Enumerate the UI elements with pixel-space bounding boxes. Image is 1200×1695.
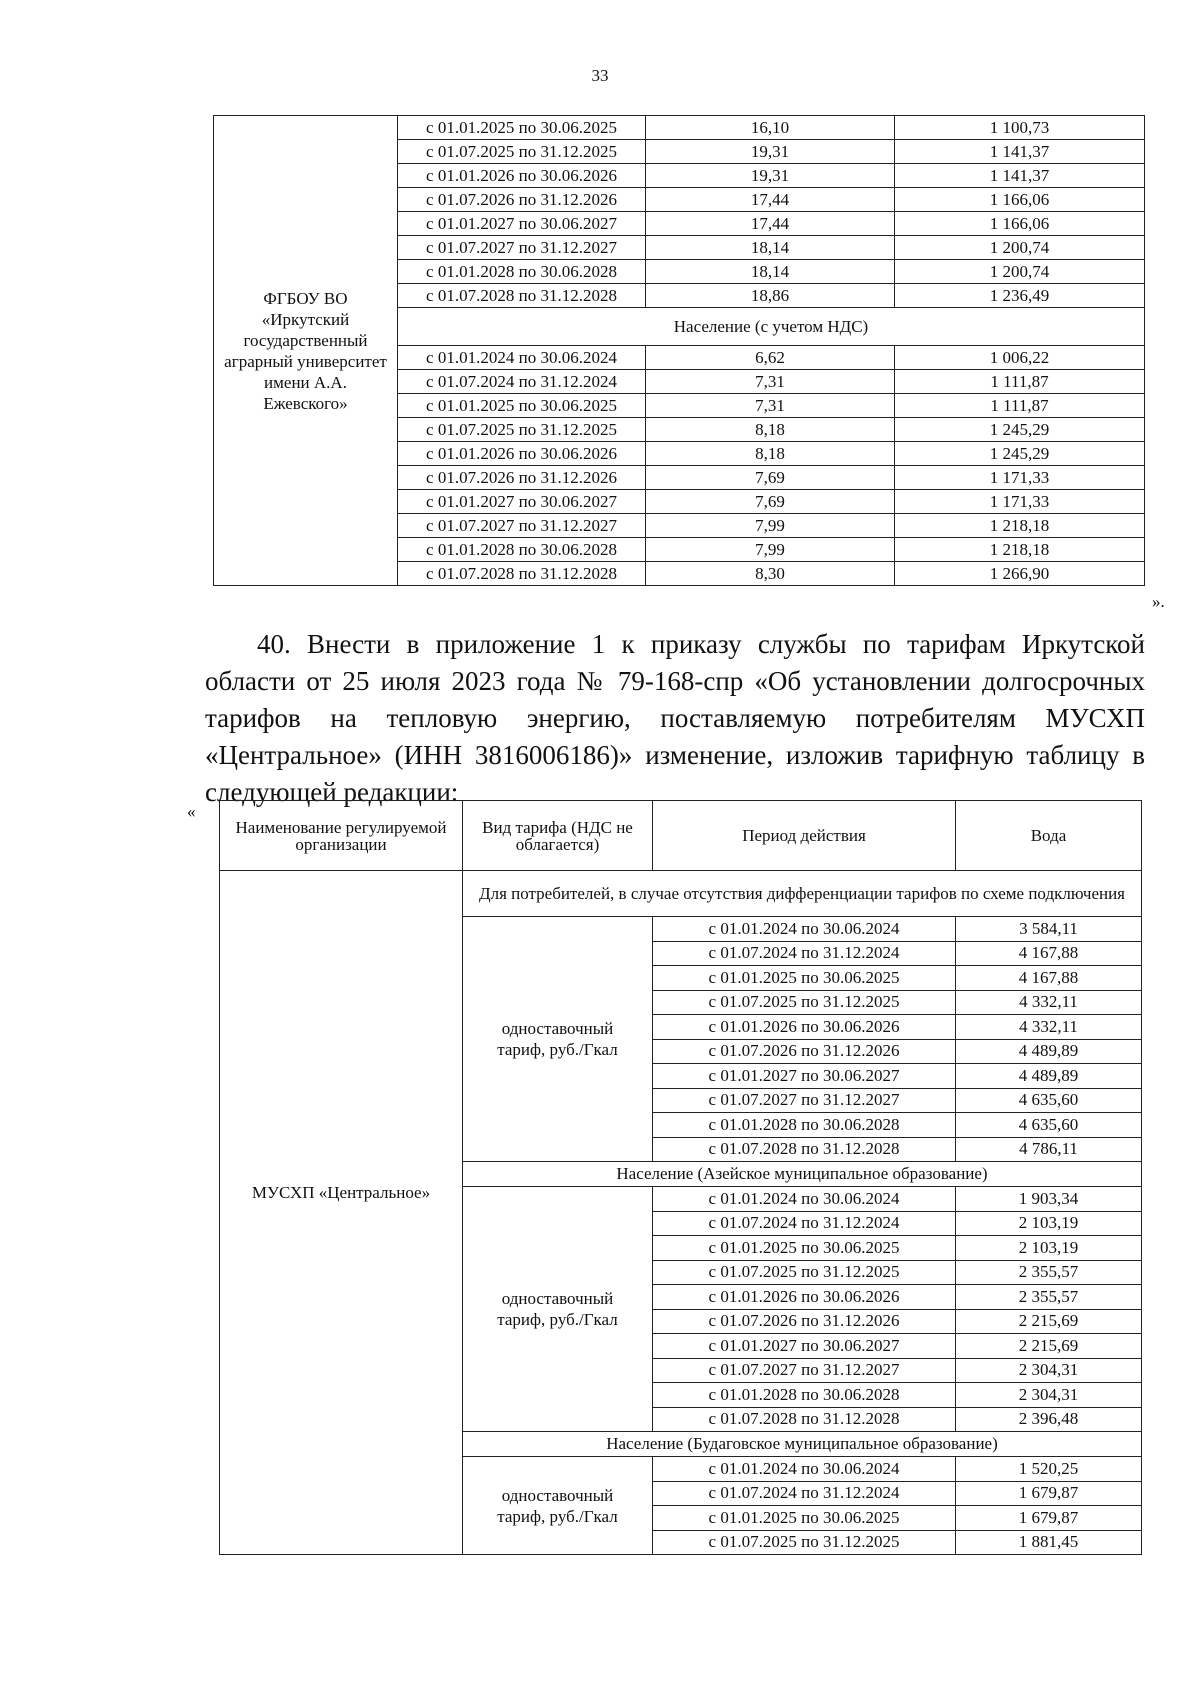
period-cell: с 01.07.2025 по 31.12.2025 — [398, 418, 646, 442]
value-cell: 3 584,11 — [956, 917, 1142, 942]
value-cell: 19,31 — [646, 164, 895, 188]
period-cell: с 01.07.2027 по 31.12.2027 — [653, 1358, 956, 1383]
period-cell: с 01.01.2024 по 30.06.2024 — [653, 1457, 956, 1482]
period-cell: с 01.07.2028 по 31.12.2028 — [653, 1137, 956, 1162]
period-cell: с 01.07.2025 по 31.12.2025 — [653, 1530, 956, 1555]
value-cell: 1 100,73 — [895, 116, 1145, 140]
period-cell: с 01.01.2026 по 30.06.2026 — [398, 164, 646, 188]
value-cell: 2 103,19 — [956, 1211, 1142, 1236]
tariff-type-cell: одноставочный тариф, руб./Гкал — [463, 1187, 653, 1432]
value-cell: 4 332,11 — [956, 1015, 1142, 1040]
period-cell: с 01.01.2025 по 30.06.2025 — [653, 966, 956, 991]
value-cell: 4 635,60 — [956, 1088, 1142, 1113]
tariff-type-cell: одноставочный тариф, руб./Гкал — [463, 917, 653, 1162]
period-cell: с 01.01.2026 по 30.06.2026 — [398, 442, 646, 466]
value-cell: 18,14 — [646, 236, 895, 260]
value-cell: 4 489,89 — [956, 1064, 1142, 1089]
value-cell: 2 304,31 — [956, 1383, 1142, 1408]
period-cell: с 01.07.2028 по 31.12.2028 — [398, 562, 646, 586]
value-cell: 7,99 — [646, 514, 895, 538]
value-cell: 8,30 — [646, 562, 895, 586]
subheader-population: Население (с учетом НДС) — [398, 308, 1145, 346]
value-cell: 1 236,49 — [895, 284, 1145, 308]
value-cell: 7,69 — [646, 466, 895, 490]
value-cell: 1 266,90 — [895, 562, 1145, 586]
value-cell: 1 111,87 — [895, 370, 1145, 394]
value-cell: 4 635,60 — [956, 1113, 1142, 1138]
period-cell: с 01.01.2027 по 30.06.2027 — [398, 490, 646, 514]
value-cell: 1 245,29 — [895, 442, 1145, 466]
header-water: Вода — [956, 801, 1142, 871]
period-cell: с 01.07.2024 по 31.12.2024 — [653, 1211, 956, 1236]
header-org: Наименование регулируемой организации — [220, 801, 463, 871]
period-cell: с 01.07.2024 по 31.12.2024 — [653, 1481, 956, 1506]
value-cell: 7,31 — [646, 370, 895, 394]
value-cell: 2 103,19 — [956, 1236, 1142, 1261]
period-cell: с 01.07.2027 по 31.12.2027 — [653, 1088, 956, 1113]
value-cell: 1 200,74 — [895, 236, 1145, 260]
period-cell: с 01.01.2026 по 30.06.2026 — [653, 1285, 956, 1310]
period-cell: с 01.01.2027 по 30.06.2027 — [653, 1334, 956, 1359]
period-cell: с 01.07.2028 по 31.12.2028 — [398, 284, 646, 308]
value-cell: 1 200,74 — [895, 260, 1145, 284]
period-cell: с 01.07.2025 по 31.12.2025 — [653, 1260, 956, 1285]
period-cell: с 01.07.2024 по 31.12.2024 — [398, 370, 646, 394]
period-cell: с 01.07.2026 по 31.12.2026 — [653, 1309, 956, 1334]
period-cell: с 01.07.2026 по 31.12.2026 — [398, 188, 646, 212]
value-cell: 1 141,37 — [895, 164, 1145, 188]
period-cell: с 01.07.2026 по 31.12.2026 — [653, 1039, 956, 1064]
period-cell: с 01.01.2025 по 30.06.2025 — [398, 116, 646, 140]
period-cell: с 01.01.2027 по 30.06.2027 — [653, 1064, 956, 1089]
value-cell: 18,14 — [646, 260, 895, 284]
value-cell: 7,31 — [646, 394, 895, 418]
tariff-table-university — [213, 115, 1145, 586]
period-cell: с 01.07.2025 по 31.12.2025 — [398, 140, 646, 164]
value-cell: 1 218,18 — [895, 538, 1145, 562]
period-cell: с 01.01.2024 по 30.06.2024 — [653, 1187, 956, 1212]
header-period: Период действия — [653, 801, 956, 871]
value-cell: 8,18 — [646, 418, 895, 442]
period-cell: с 01.01.2025 по 30.06.2025 — [398, 394, 646, 418]
value-cell: 19,31 — [646, 140, 895, 164]
opening-quote: « — [187, 802, 196, 821]
page-number: 33 — [591, 66, 609, 85]
paragraph-40: 40. Внести в приложение 1 к приказу службы по тарифам Иркутской области от 25 июля 2023 года № 79-168-спр «Об установлении долгосрочных тарифов на тепловую энергию, поставляемую потребителям МУСХП «Центральное» (ИНН 3816006186)» изменение, изложив тарифную таблицу в следующей редакции: — [205, 629, 1145, 807]
value-cell: 1 171,33 — [895, 466, 1145, 490]
period-cell: с 01.01.2025 по 30.06.2025 — [653, 1236, 956, 1261]
value-cell: 1 166,06 — [895, 188, 1145, 212]
period-cell: с 01.01.2028 по 30.06.2028 — [653, 1383, 956, 1408]
period-cell: с 01.01.2024 по 30.06.2024 — [653, 917, 956, 942]
value-cell: 1 903,34 — [956, 1187, 1142, 1212]
value-cell: 16,10 — [646, 116, 895, 140]
period-cell: с 01.01.2028 по 30.06.2028 — [398, 538, 646, 562]
value-cell: 4 332,11 — [956, 990, 1142, 1015]
period-cell: с 01.07.2027 по 31.12.2027 — [398, 236, 646, 260]
org-name-cell: МУСХП «Центральное» — [220, 871, 463, 1555]
table-row — [214, 116, 1145, 140]
value-cell: 18,86 — [646, 284, 895, 308]
header-tariff-type: Вид тарифа (НДС не облагается) — [463, 801, 653, 871]
period-cell: с 01.07.2027 по 31.12.2027 — [398, 514, 646, 538]
period-cell: с 01.01.2027 по 30.06.2027 — [398, 212, 646, 236]
value-cell: 17,44 — [646, 188, 895, 212]
tariff-table-centralnoe — [219, 800, 1142, 1555]
value-cell: 2 396,48 — [956, 1407, 1142, 1432]
tariff-type-cell: одноставочный тариф, руб./Гкал — [463, 1457, 653, 1555]
value-cell: 8,18 — [646, 442, 895, 466]
value-cell: 1 006,22 — [895, 346, 1145, 370]
value-cell: 1 679,87 — [956, 1481, 1142, 1506]
period-cell: с 01.07.2028 по 31.12.2028 — [653, 1407, 956, 1432]
period-cell: с 01.01.2028 по 30.06.2028 — [398, 260, 646, 284]
value-cell: 7,99 — [646, 538, 895, 562]
value-cell: 1 111,87 — [895, 394, 1145, 418]
section-title: Население (Азейское муниципальное образование) — [463, 1162, 1142, 1187]
value-cell: 17,44 — [646, 212, 895, 236]
period-cell: с 01.07.2026 по 31.12.2026 — [398, 466, 646, 490]
section-row — [220, 871, 1142, 917]
section-title: Население (Будаговское муниципальное образование) — [463, 1432, 1142, 1457]
value-cell: 2 355,57 — [956, 1260, 1142, 1285]
org-name-cell: ФГБОУ ВО «Иркутский государственный аграрный университет имени А.А. Ежевского» — [214, 116, 398, 586]
value-cell: 1 171,33 — [895, 490, 1145, 514]
value-cell: 2 355,57 — [956, 1285, 1142, 1310]
value-cell: 4 167,88 — [956, 966, 1142, 991]
value-cell: 1 520,25 — [956, 1457, 1142, 1482]
value-cell: 6,62 — [646, 346, 895, 370]
value-cell: 4 167,88 — [956, 941, 1142, 966]
period-cell: с 01.07.2025 по 31.12.2025 — [653, 990, 956, 1015]
period-cell: с 01.01.2026 по 30.06.2026 — [653, 1015, 956, 1040]
value-cell: 2 215,69 — [956, 1334, 1142, 1359]
value-cell: 2 215,69 — [956, 1309, 1142, 1334]
value-cell: 2 304,31 — [956, 1358, 1142, 1383]
value-cell: 1 245,29 — [895, 418, 1145, 442]
value-cell: 1 881,45 — [956, 1530, 1142, 1555]
period-cell: с 01.07.2024 по 31.12.2024 — [653, 941, 956, 966]
period-cell: с 01.01.2024 по 30.06.2024 — [398, 346, 646, 370]
section-title: Для потребителей, в случае отсутствия дифференциации тарифов по схеме подключения — [463, 871, 1142, 917]
value-cell: 4 786,11 — [956, 1137, 1142, 1162]
closing-quote: ». — [1152, 592, 1165, 611]
value-cell: 7,69 — [646, 490, 895, 514]
value-cell: 1 679,87 — [956, 1506, 1142, 1531]
value-cell: 1 141,37 — [895, 140, 1145, 164]
value-cell: 1 218,18 — [895, 514, 1145, 538]
period-cell: с 01.01.2028 по 30.06.2028 — [653, 1113, 956, 1138]
period-cell: с 01.01.2025 по 30.06.2025 — [653, 1506, 956, 1531]
value-cell: 4 489,89 — [956, 1039, 1142, 1064]
value-cell: 1 166,06 — [895, 212, 1145, 236]
